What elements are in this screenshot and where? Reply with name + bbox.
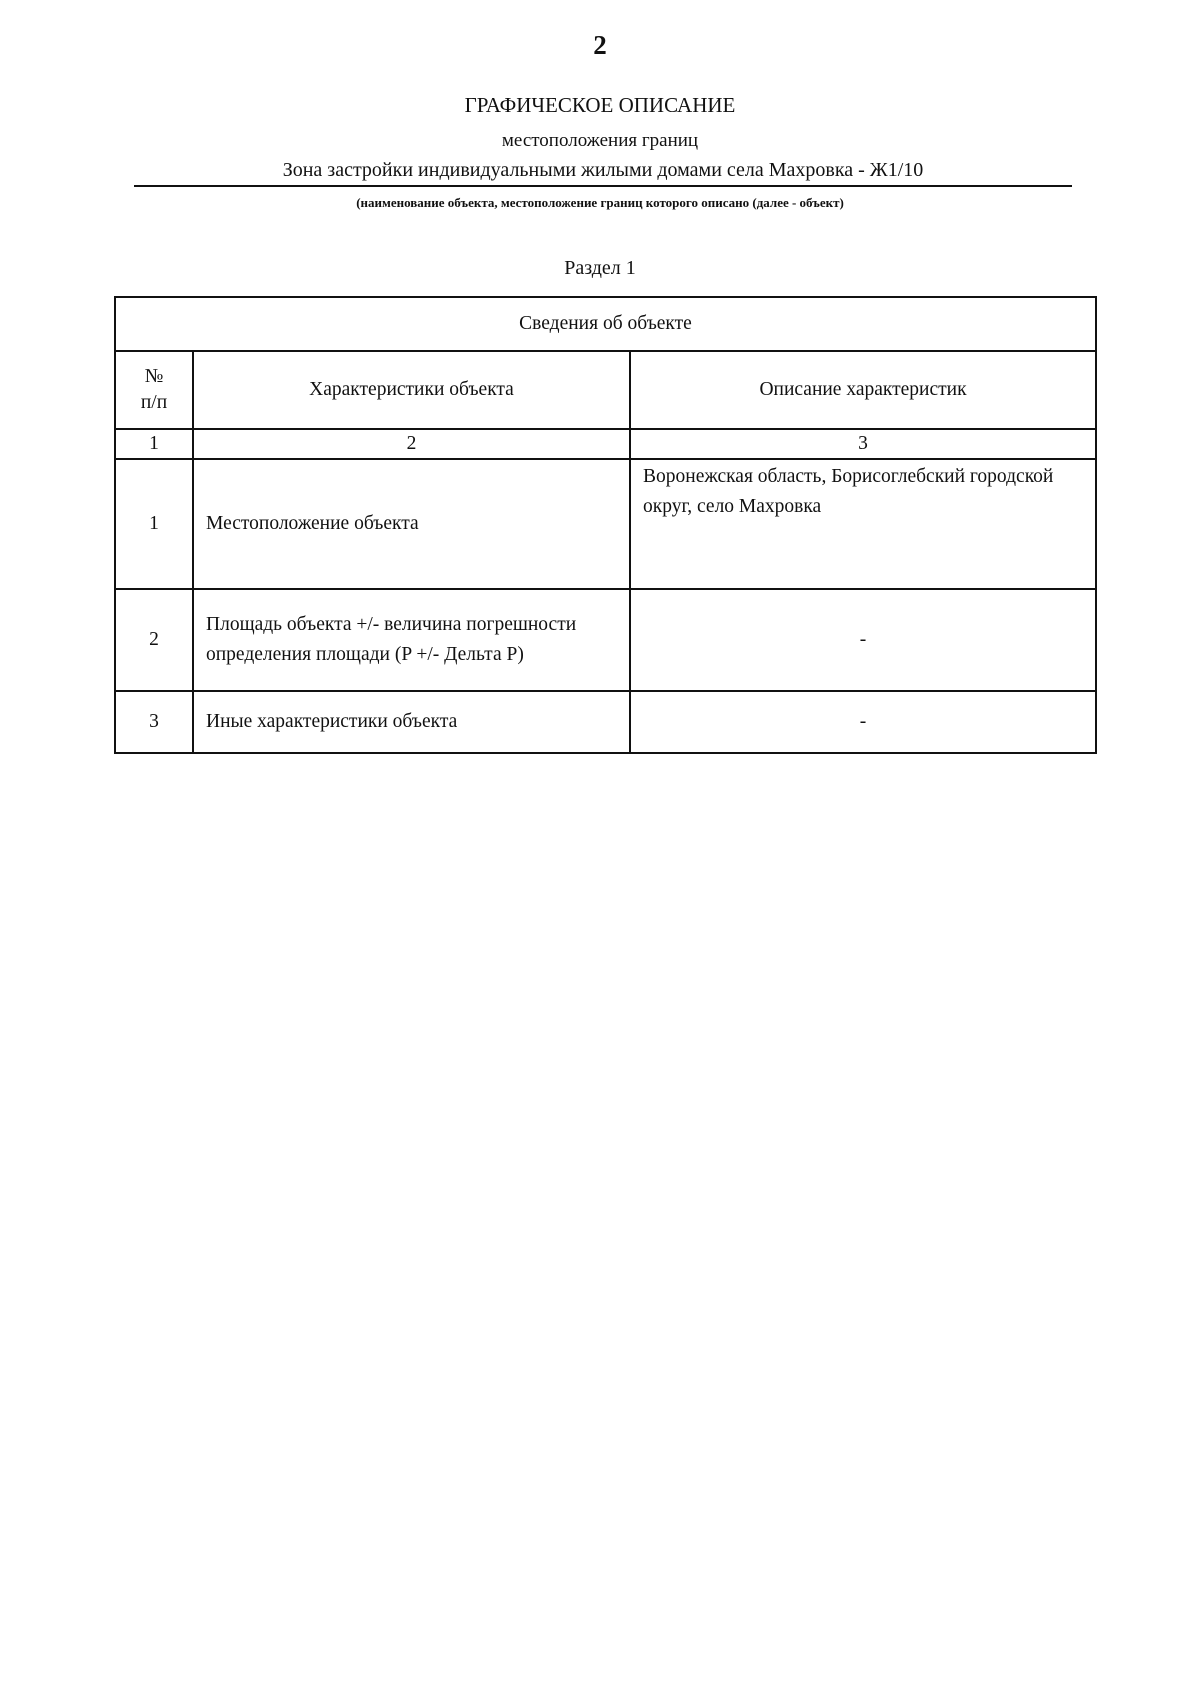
row-number-cell: 1 [115, 459, 193, 589]
column-header-number [115, 351, 193, 429]
section-label: Раздел 1 [564, 257, 636, 279]
characteristic-cell: Иные характеристики объекта [193, 691, 630, 753]
table-row [115, 589, 1096, 691]
characteristic-cell: Местоположение объекта [193, 459, 630, 589]
column-header-number-line2: п/п [140, 392, 168, 413]
object-name: Зона застройки индивидуальными жилыми домами села Махровка - Ж1/10 [134, 159, 1072, 187]
column-index-cell: 1 [115, 429, 193, 459]
page-number: 2 [593, 30, 607, 60]
characteristic-cell: Площадь объекта +/- величина погрешности определения площади (P +/- Дельта P) [193, 589, 630, 691]
table-title-row [115, 297, 1096, 351]
table-row [115, 459, 1096, 589]
document-title: ГРАФИЧЕСКОЕ ОПИСАНИЕ [464, 93, 736, 117]
table-row [115, 691, 1096, 753]
column-index-cell: 3 [630, 429, 1096, 459]
table-header-row [115, 351, 1096, 429]
object-info-table [114, 296, 1097, 754]
column-header-characteristics: Характеристики объекта [193, 351, 630, 429]
row-number-cell: 3 [115, 691, 193, 753]
row-number-cell: 2 [115, 589, 193, 691]
column-index-cell: 2 [193, 429, 630, 459]
column-index-row [115, 429, 1096, 459]
description-cell: - [630, 589, 1096, 691]
document-subtitle: местоположения границ [501, 130, 699, 151]
description-cell: - [630, 691, 1096, 753]
column-header-number-line1: № [144, 366, 164, 387]
table-title: Сведения об объекте [115, 297, 1096, 351]
column-header-description: Описание характеристик [630, 351, 1096, 429]
description-cell: Воронежская область, Борисоглебский городской округ, село Махровка [630, 459, 1096, 589]
object-name-caption: (наименование объекта, местоположение границ которого описано (далее - объект) [356, 195, 844, 210]
